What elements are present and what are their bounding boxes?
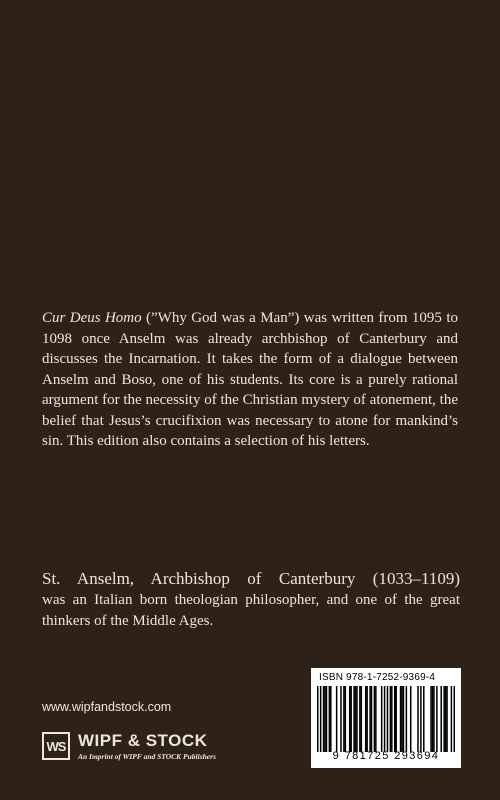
barcode-bar — [433, 686, 435, 752]
barcode-bar — [436, 686, 438, 752]
author-bio — [42, 568, 460, 631]
barcode-bar — [390, 686, 392, 752]
barcode-bar — [387, 686, 389, 752]
barcode-bar — [326, 686, 328, 752]
barcode-bar — [343, 686, 345, 752]
barcode-bar — [329, 686, 331, 752]
barcode-bar — [371, 686, 373, 752]
barcode-bar — [359, 686, 361, 752]
barcode-bar — [355, 686, 357, 752]
barcode-bar — [432, 686, 434, 752]
barcode-bar — [375, 686, 377, 752]
barcode-bar — [400, 686, 402, 752]
publisher-name: WIPF & STOCK — [78, 731, 208, 750]
barcode-bar — [323, 686, 325, 752]
barcode-bar — [446, 686, 448, 752]
barcode-bar — [324, 686, 326, 752]
barcode-bar — [454, 686, 455, 752]
publisher-url: www.wipfandstock.com — [42, 700, 172, 714]
barcode-bar — [353, 686, 355, 752]
barcode-bar — [365, 686, 367, 752]
description-text: (”Why God was a Man”) was written from 1095 to 1098 once Anselm was already archbishop of Canterbury and discusses the Incarnation. It takes the form of a dialogue between Anselm and Boso, one of his students. Its core is a purely rational argument for the necessity of the Christian mystery of atonement, the belief that Jesus’s crucifixion was necessary to atone for mankind’s sin. This edition also contains a selection of his letters. — [42, 310, 458, 449]
barcode-icon — [317, 686, 455, 752]
barcode-bar — [440, 686, 442, 752]
barcode-bar — [350, 686, 352, 752]
author-name: St. Anselm, Archbishop of Canterbury (1033–1109) — [42, 569, 460, 588]
barcode-bar — [317, 686, 319, 752]
barcode-bar — [345, 686, 347, 752]
barcode-bar — [384, 686, 386, 752]
publisher-logo — [42, 728, 252, 768]
barcode-bar — [361, 686, 363, 752]
barcode-bar — [369, 686, 371, 752]
barcode-bar — [417, 686, 419, 752]
barcode-bar — [410, 686, 412, 752]
barcode-bar — [403, 686, 405, 752]
barcode-bar — [381, 686, 383, 752]
isbn-barcode — [311, 668, 461, 768]
isbn-label: ISBN 978-1-7252-9369-4 — [319, 672, 436, 683]
barcode-bar — [320, 686, 322, 752]
barcode-bar — [401, 686, 403, 752]
barcode-bar — [430, 686, 432, 752]
barcode-bar — [443, 686, 445, 752]
barcode-bar — [420, 686, 422, 752]
publisher-tagline: An Imprint of WIPF and STOCK Publishers — [78, 752, 216, 761]
barcode-bar — [395, 686, 397, 752]
book-description — [42, 308, 458, 452]
barcode-bar — [394, 686, 396, 752]
barcode-bar — [336, 686, 338, 752]
barcode-bar — [423, 686, 425, 752]
author-bio-text: was an Italian born theologian philosopher, and one of the great thinkers of the Middle Ages. — [42, 592, 460, 629]
barcode-bar — [374, 686, 376, 752]
barcode-bar — [340, 686, 342, 752]
book-title-italic: Cur Deus Homo — [42, 310, 142, 326]
barcode-digits: 9 781725 293694 — [332, 750, 440, 762]
barcode-bar — [445, 686, 447, 752]
barcode-bar — [330, 686, 332, 752]
barcode-bar — [406, 686, 408, 752]
barcode-bar — [349, 686, 351, 752]
barcode-bar — [451, 686, 453, 752]
barcode-bar — [391, 686, 393, 752]
barcode-bar — [366, 686, 368, 752]
ws-logo-icon: WS — [42, 732, 70, 760]
barcode-bar — [356, 686, 358, 752]
